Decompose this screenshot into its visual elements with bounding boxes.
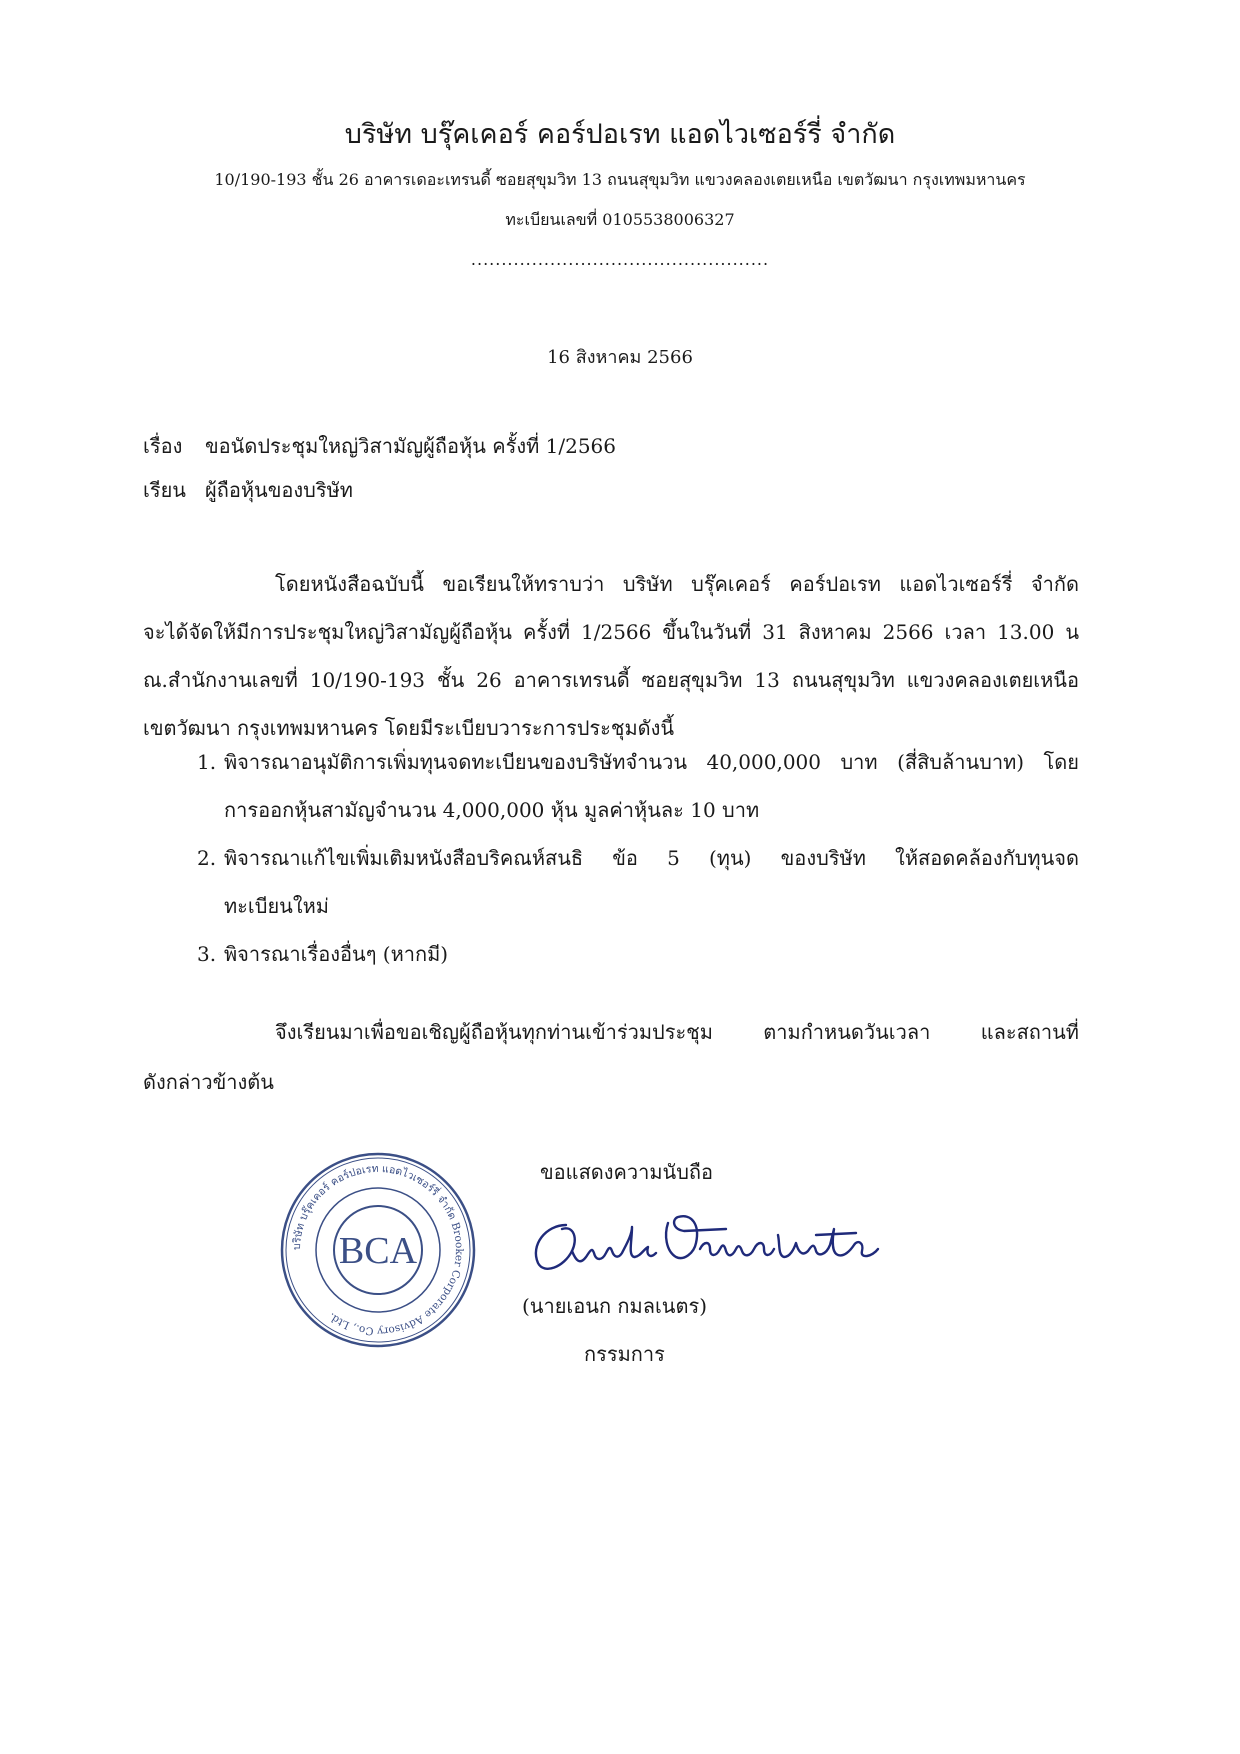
agenda-line: พิจารณาแก้ไขเพิ่มเติมหนังสือบริคณห์สนธิ ข้อ 5 (ทุน) ของบริษัท ให้สอดคล้องกับทุนจด bbox=[224, 846, 1079, 870]
body-paragraph-2 bbox=[143, 1008, 1079, 1108]
paragraph-line: ณ.สำนักงานเลขที่ 10/190-193 ชั้น 26 อาคารเทรนดี้ ซอยสุขุมวิท 13 ถนนสุขุมวิท แขวงคลองเตยเหนือ bbox=[143, 668, 1079, 692]
agenda-line: พิจารณาเรื่องอื่นๆ (หากมี) bbox=[224, 942, 449, 966]
company-address: 10/190-193 ชั้น 26 อาคารเดอะเทรนดี้ ซอยสุขุมวิท 13 ถนนสุขุมวิท แขวงคลองเตยเหนือ เขตวัฒนา กรุงเทพมหานคร bbox=[214, 170, 1026, 189]
subject-line bbox=[143, 430, 616, 462]
agenda-number: 2. bbox=[197, 846, 217, 870]
paragraph-line: จึงเรียนมาเพื่อขอเชิญผู้ถือหุ้นทุกท่านเข้าร่วมประชุม ตามกำหนดวันเวลา และสถานที่ bbox=[275, 1020, 1079, 1044]
closing-salutation: ขอแสดงความนับถือ bbox=[540, 1160, 714, 1184]
subject-label: เรื่อง bbox=[143, 434, 183, 458]
letterhead-separator: ................................................. bbox=[470, 250, 770, 269]
agenda-item bbox=[197, 930, 1079, 978]
agenda-item bbox=[197, 834, 1079, 930]
agenda-list bbox=[197, 738, 1079, 978]
paragraph-line: จะได้จัดให้มีการประชุมใหญ่วิสามัญผู้ถือหุ้น ครั้งที่ 1/2566 ขึ้นในวันที่ 31 สิงหาคม 2566 เวลา 13.00 น bbox=[143, 620, 1079, 644]
recipient-line bbox=[143, 474, 353, 506]
signer-position: กรรมการ bbox=[584, 1342, 665, 1366]
paragraph-line: ดังกล่าวข้างต้น bbox=[143, 1070, 274, 1094]
company-seal-icon bbox=[278, 1150, 478, 1350]
seal-ring-text: บริษัท บรุ๊คเคอร์ คอร์ปอเรท แอดไวเซอร์รี่ จำกัด Brooker Corporate Advisory Co., Ltd. bbox=[290, 1162, 466, 1338]
agenda-item bbox=[197, 738, 1079, 834]
signature-icon bbox=[516, 1195, 896, 1285]
company-name: บริษัท บรุ๊คเคอร์ คอร์ปอเรท แอดไวเซอร์รี่ จำกัด bbox=[344, 119, 896, 150]
agenda-number: 1. bbox=[197, 750, 217, 774]
agenda-number: 3. bbox=[197, 942, 217, 966]
registration-number: ทะเบียนเลขที่ 0105538006327 bbox=[505, 210, 735, 229]
subject-text: ขอนัดประชุมใหญ่วิสามัญผู้ถือหุ้น ครั้งที่ 1/2566 bbox=[205, 434, 617, 458]
signer-name: (นายเอนก กมลเนตร) bbox=[522, 1294, 707, 1318]
recipient-label: เรียน bbox=[143, 478, 186, 502]
letter-date: 16 สิงหาคม 2566 bbox=[547, 347, 693, 368]
recipient-text: ผู้ถือหุ้นของบริษัท bbox=[205, 478, 353, 502]
agenda-line: พิจารณาอนุมัติการเพิ่มทุนจดทะเบียนของบริษัทจำนวน 40,000,000 บาท (สี่สิบล้านบาท) โดย bbox=[224, 750, 1079, 774]
body-paragraph-1 bbox=[143, 560, 1079, 752]
seal-monogram: BCA bbox=[338, 1230, 418, 1272]
agenda-line: การออกหุ้นสามัญจำนวน 4,000,000 หุ้น มูลค่าหุ้นละ 10 บาท bbox=[224, 798, 760, 822]
agenda-line: ทะเบียนใหม่ bbox=[224, 894, 329, 918]
paragraph-line: โดยหนังสือฉบับนี้ ขอเรียนให้ทราบว่า บริษัท บรุ๊คเคอร์ คอร์ปอเรท แอดไวเซอร์รี่ จำกัด bbox=[275, 572, 1079, 596]
paragraph-line: เขตวัฒนา กรุงเทพมหานคร โดยมีระเบียบวาระการประชุมดังนี้ bbox=[143, 716, 675, 740]
